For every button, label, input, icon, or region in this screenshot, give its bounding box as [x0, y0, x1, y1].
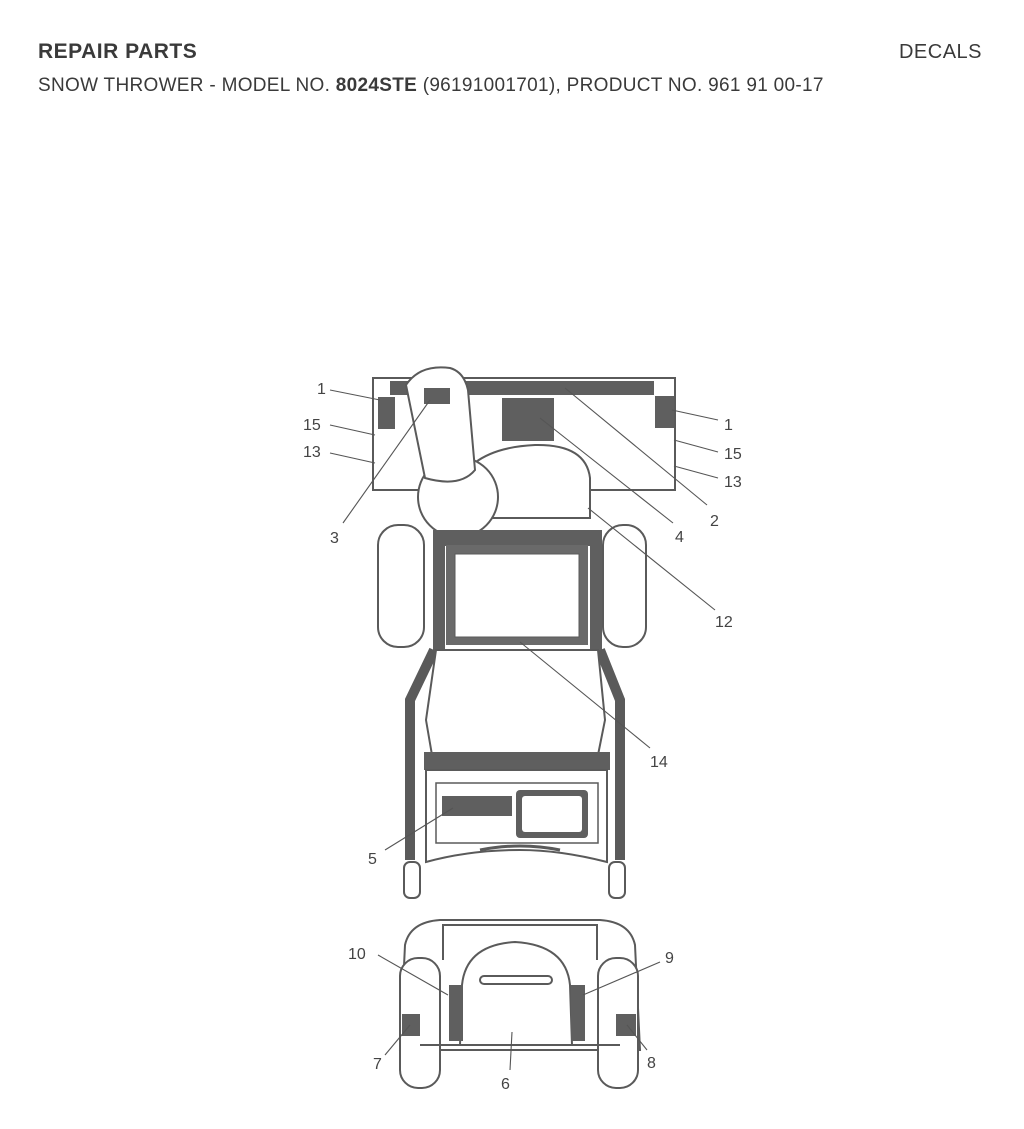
callout-1-left: 1 [317, 381, 326, 398]
leader-15-right [674, 440, 718, 452]
display-window [522, 796, 582, 832]
leader-1-right [672, 410, 718, 420]
model-number: 8024STE [335, 75, 418, 96]
wheel-right [603, 525, 646, 647]
subtitle-prefix: SNOW THROWER - MODEL NO. [38, 75, 336, 96]
callout-13-right: 13 [724, 474, 742, 491]
wheel-left [378, 525, 424, 647]
decal-3 [424, 388, 450, 404]
section-title: REPAIR PARTS [38, 40, 198, 63]
callout-13-left: 13 [303, 444, 321, 461]
callout-4: 4 [675, 529, 684, 546]
callout-2: 2 [710, 513, 719, 530]
grip-right [609, 862, 625, 898]
frame-band [433, 530, 601, 546]
callout-1-right: 1 [724, 417, 733, 434]
callout-6: 6 [501, 1076, 510, 1093]
leader-13-right [674, 466, 718, 478]
engine-body [426, 650, 605, 755]
decal-4 [502, 398, 554, 441]
decal-1-left [378, 397, 395, 429]
decal-9 [571, 985, 585, 1041]
decal-5 [442, 796, 512, 816]
decal-10 [449, 985, 463, 1041]
callout-5: 5 [368, 851, 377, 868]
frame-left [433, 530, 445, 652]
subtitle-suffix: (96191001701), PRODUCT NO. 961 91 00-17 [417, 75, 824, 96]
decal-7 [402, 1014, 420, 1036]
section-name: DECALS [898, 40, 982, 63]
front-grille [460, 942, 572, 1045]
frame-right [590, 530, 602, 652]
callout-14: 14 [650, 754, 668, 771]
leader-15-left [330, 425, 375, 435]
callout-9: 9 [665, 950, 674, 967]
dash-upper [424, 752, 610, 770]
callout-15-right: 15 [724, 446, 742, 463]
callout-10: 10 [348, 946, 366, 963]
grip-left [404, 862, 420, 898]
callout-15-left: 15 [303, 417, 321, 434]
callout-8: 8 [647, 1055, 656, 1072]
callout-3: 3 [330, 530, 339, 547]
decal-14-panel [455, 554, 579, 637]
decal-1-right [655, 396, 674, 428]
callout-7: 7 [373, 1056, 382, 1073]
callout-12: 12 [715, 614, 733, 631]
leader-13-left [330, 453, 375, 463]
